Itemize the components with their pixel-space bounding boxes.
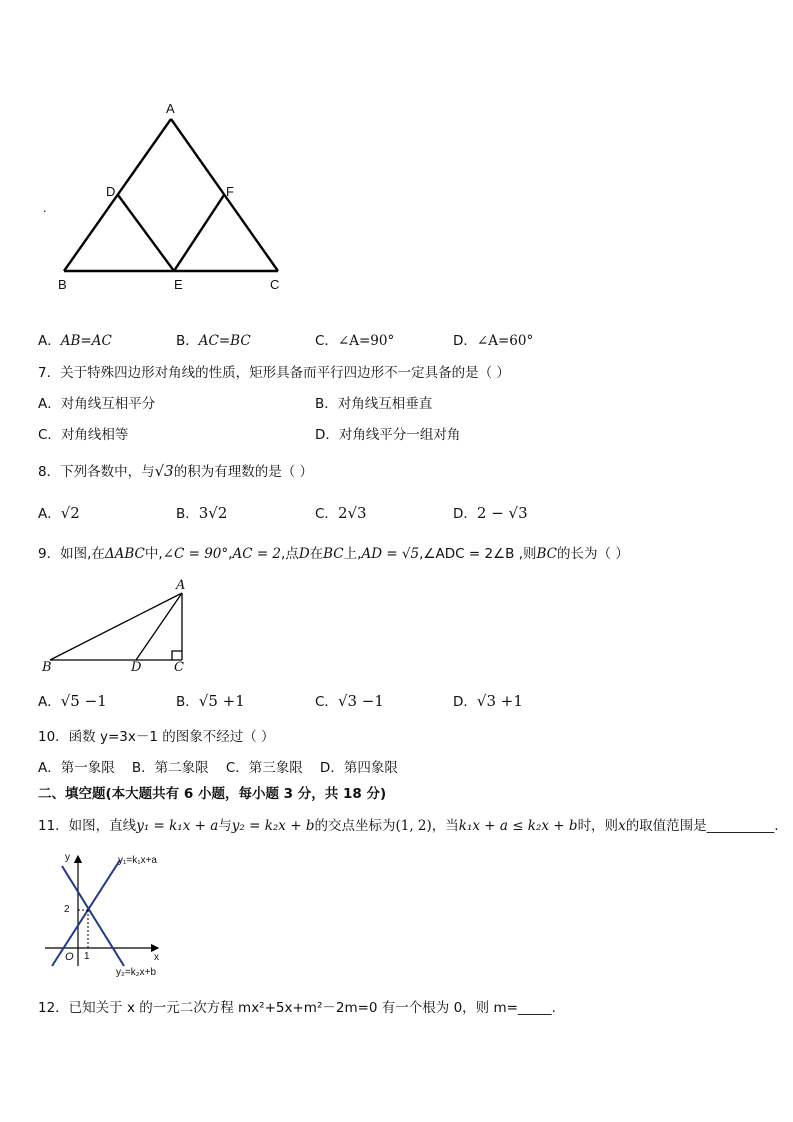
vertex-label-f: F [226, 184, 234, 199]
q11-math: x [618, 818, 626, 834]
option-text: AC=BC [198, 333, 251, 349]
answer-blank[interactable]: __________ [706, 818, 775, 834]
option-text: 对角线相等 [60, 427, 129, 443]
graph-line2-label: y₂=k₂x+b [116, 967, 157, 978]
option-text: AB=AC [60, 333, 112, 349]
option-letter: D． [453, 506, 477, 522]
option-text: √5 +1 [198, 692, 245, 710]
option-letter: C． [315, 506, 338, 522]
vertex-label-c: C [270, 277, 280, 292]
option-letter: A． [38, 333, 61, 349]
graph-tick-x: 1 [84, 951, 90, 962]
option-letter: D． [453, 694, 477, 710]
q11-text: 的取值范围是 [625, 818, 707, 834]
option-text: 3√2 [198, 504, 228, 522]
q9-text: ,∠ADC = 2∠B ,则 [419, 546, 537, 562]
q11-text: 11．如图，直线 [38, 818, 137, 834]
q9-math: AD = √5 [361, 546, 420, 562]
option-text: 2√3 [337, 504, 367, 522]
q9-text: 中, [144, 546, 163, 562]
q9-text: 的长为（ ） [557, 546, 629, 562]
q9-text: 在 [309, 546, 324, 562]
q9-math: BC [536, 546, 558, 562]
option-letter: A． [38, 506, 61, 522]
stray-dot: . [43, 200, 47, 215]
option-letter: A． [38, 694, 61, 710]
q9-text: 9．如图,在 [38, 546, 105, 562]
q9-label-a: A [176, 578, 186, 593]
graph-x-axis-label: x [154, 952, 159, 963]
option-letter: A． [38, 396, 61, 412]
option-text: √3 −1 [337, 692, 384, 710]
option-letter: D． [315, 427, 339, 443]
option-text: ∠A=90° [337, 333, 395, 349]
q9-math: ΔABC [104, 546, 145, 562]
q11-text: ，当 [431, 818, 459, 834]
q11-text: . [774, 818, 779, 834]
option-letter: C． [315, 694, 338, 710]
q10-stem: 10．函数 y=3x－1 的图象不经过（ ） [38, 729, 275, 745]
q9-math: D [298, 546, 310, 562]
graph-line1-label: y₁=k₁x+a [118, 855, 157, 866]
q11-text: 的交点坐标为 [314, 818, 396, 834]
option-letter: B． [176, 694, 199, 710]
q10-options: A．第一象限 B．第二象限 C．第三象限 D．第四象限 [38, 760, 398, 776]
option-text: 2 − √3 [476, 504, 528, 522]
q8-stem-radical: √3 [154, 462, 174, 480]
answer-blank[interactable]: _____ [517, 1000, 552, 1016]
q9-text: 上, [343, 546, 362, 562]
option-letter: B． [176, 333, 199, 349]
graph-tick-y: 2 [64, 904, 70, 915]
option-text: 对角线互相平分 [60, 396, 156, 412]
q11-math: y₁ = k₁x + a [136, 818, 219, 834]
section-heading: 二、填空题(本大题共有 6 小题，每小题 3 分，共 18 分) [38, 786, 387, 802]
q12-stem [38, 999, 556, 1017]
q9-label-d: D [131, 660, 142, 675]
option-text: √3 +1 [476, 692, 523, 710]
q11-math: k₁x + a ≤ k₂x + b [458, 818, 578, 834]
q11-math: (1, 2) [395, 818, 432, 834]
q9-math: AC = 2 [232, 546, 282, 562]
vertex-label-e: E [174, 277, 183, 292]
option-text: 对角线互相垂直 [337, 396, 433, 412]
option-text: ∠A=60° [476, 333, 534, 349]
option-text: √5 −1 [60, 692, 107, 710]
q9-label-c: C [174, 660, 184, 675]
q12-text: 12．已知关于 x 的一元二次方程 mx²+5x+m²－2m=0 有一个根为 0，则 m= [38, 1000, 518, 1016]
option-text: 对角线平分一组对角 [338, 427, 461, 443]
option-text: √2 [60, 504, 80, 522]
vertex-label-b: B [58, 277, 67, 292]
graph-y-axis-label: y [65, 852, 70, 863]
option-letter: C． [38, 427, 61, 443]
vertex-label-d: D [106, 184, 116, 199]
q9-label-b: B [42, 660, 52, 675]
q9-math: BC [323, 546, 344, 562]
q9-math: ∠C = 90° [162, 546, 229, 562]
q9-text: ,点 [281, 546, 299, 562]
q8-stem-prefix: 8．下列各数中，与 [38, 464, 155, 480]
option-letter: C． [315, 333, 338, 349]
option-letter: D． [453, 333, 477, 349]
option-letter: B． [176, 506, 199, 522]
graph-origin-label: O [65, 951, 74, 963]
q11-math: y₂ = k₂x + b [231, 818, 315, 834]
q12-end: . [551, 1000, 556, 1016]
option-letter: B． [315, 396, 338, 412]
q11-text: 与 [218, 818, 232, 834]
vertex-label-a: A [166, 101, 175, 116]
q8-stem-suffix: 的积为有理数的是（ ） [173, 464, 313, 480]
q7-stem: 7．关于特殊四边形对角线的性质，矩形具备而平行四边形不一定具备的是（ ） [38, 365, 510, 381]
q11-text: 时，则 [577, 818, 619, 834]
q9-text: , [228, 546, 233, 562]
